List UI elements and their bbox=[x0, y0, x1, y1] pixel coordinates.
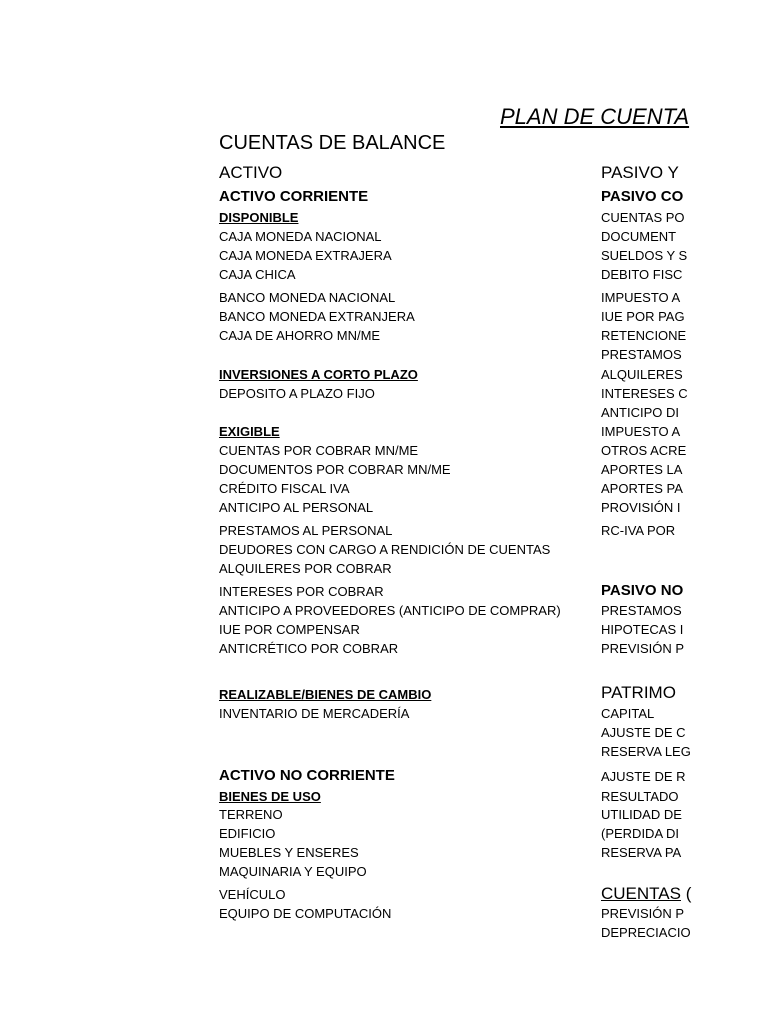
asset-account-line: CAJA MONEDA EXTRAJERA bbox=[219, 248, 392, 263]
asset-account-line: DEPOSITO A PLAZO FIJO bbox=[219, 386, 375, 401]
liability-account-line: IMPUESTO A bbox=[601, 424, 681, 439]
liability-account-line: PREVISIÓN P bbox=[601, 641, 685, 656]
asset-account-line: MUEBLES Y ENSERES bbox=[219, 845, 359, 860]
section-heading: CUENTAS DE BALANCE bbox=[219, 132, 446, 154]
document-title: PLAN DE CUENTA bbox=[500, 104, 690, 129]
liability-account-line: PRESTAMOS bbox=[601, 603, 682, 618]
liability-account-line: PREVISIÓN P bbox=[601, 906, 685, 921]
asset-account-line: ANTICIPO A PROVEEDORES (ANTICIPO DE COMPRAR) bbox=[219, 603, 561, 618]
liability-account-line: AJUSTE DE R bbox=[601, 769, 686, 784]
asset-account-line: INVENTARIO DE MERCADERÍA bbox=[219, 706, 410, 721]
asset-account-line: EXIGIBLE bbox=[219, 424, 280, 439]
liability-account-line: UTILIDAD DE bbox=[601, 807, 682, 822]
liability-account-line: CUENTAS PO bbox=[601, 210, 685, 225]
asset-account-line: INVERSIONES A CORTO PLAZO bbox=[219, 367, 418, 382]
asset-account-line: ANTICRÉTICO POR COBRAR bbox=[219, 641, 399, 656]
liability-account-line: PATRIMO bbox=[601, 683, 676, 702]
liability-account-line: PASIVO CO bbox=[601, 188, 684, 205]
liability-account-line: RC-IVA POR bbox=[601, 523, 676, 538]
liability-account-line: APORTES PA bbox=[601, 481, 683, 496]
asset-account-line: MAQUINARIA Y EQUIPO bbox=[219, 864, 367, 879]
liability-account-line: RESERVA PA bbox=[601, 845, 682, 860]
liability-account-line: PASIVO Y bbox=[601, 163, 679, 182]
asset-account-line: ALQUILERES POR COBRAR bbox=[219, 561, 392, 576]
liability-account-line: INTERESES C bbox=[601, 386, 688, 401]
asset-account-line: VEHÍCULO bbox=[219, 887, 286, 902]
asset-account-line: EQUIPO DE COMPUTACIÓN bbox=[219, 906, 392, 921]
liability-account-line: RESULTADO bbox=[601, 789, 679, 804]
asset-account-line: DEUDORES CON CARGO A RENDICIÓN DE CUENTAS bbox=[219, 542, 551, 557]
liability-account-line: RESERVA LEG bbox=[601, 744, 691, 759]
liability-account-line: IMPUESTO A bbox=[601, 290, 681, 305]
liability-account-line: ANTICIPO DI bbox=[601, 405, 680, 420]
asset-account-line: DOCUMENTOS POR COBRAR MN/ME bbox=[219, 462, 451, 477]
liability-account-line: DEBITO FISC bbox=[601, 267, 683, 282]
asset-account-line: CAJA MONEDA NACIONAL bbox=[219, 229, 382, 244]
asset-account-line: TERRENO bbox=[219, 807, 283, 822]
asset-account-line: CRÉDITO FISCAL IVA bbox=[219, 481, 350, 496]
asset-account-line: ACTIVO bbox=[219, 163, 283, 182]
asset-account-line: ACTIVO NO CORRIENTE bbox=[219, 767, 395, 784]
liability-account-line: IUE POR PAG bbox=[601, 309, 685, 324]
asset-account-line: PRESTAMOS AL PERSONAL bbox=[219, 523, 393, 538]
liability-account-line: DEPRECIACIO bbox=[601, 925, 691, 940]
asset-account-line: DISPONIBLE bbox=[219, 210, 299, 225]
asset-account-line: EDIFICIO bbox=[219, 826, 276, 841]
asset-account-line: INTERESES POR COBRAR bbox=[219, 584, 384, 599]
liability-account-line: RETENCIONE bbox=[601, 328, 687, 343]
liability-account-line: PRESTAMOS bbox=[601, 347, 682, 362]
liability-account-line: PROVISIÓN I bbox=[601, 500, 681, 515]
liability-account-line: CAPITAL bbox=[601, 706, 655, 721]
liability-account-line: PASIVO NO bbox=[601, 582, 684, 599]
liability-account-line: DOCUMENT bbox=[601, 229, 677, 244]
liability-account-line: APORTES LA bbox=[601, 462, 683, 477]
asset-account-line: BANCO MONEDA NACIONAL bbox=[219, 290, 396, 305]
asset-account-line: BIENES DE USO bbox=[219, 789, 321, 804]
asset-account-line: IUE POR COMPENSAR bbox=[219, 622, 360, 637]
liability-account-line: SUELDOS Y S bbox=[601, 248, 688, 263]
asset-account-line: CAJA DE AHORRO MN/ME bbox=[219, 328, 381, 343]
asset-account-line: CUENTAS POR COBRAR MN/ME bbox=[219, 443, 419, 458]
asset-account-line: BANCO MONEDA EXTRANJERA bbox=[219, 309, 415, 324]
asset-account-line: ACTIVO CORRIENTE bbox=[219, 188, 369, 205]
asset-account-line: ANTICIPO AL PERSONAL bbox=[219, 500, 374, 515]
liability-account-line: CUENTAS ( bbox=[601, 884, 692, 903]
liability-account-line: OTROS ACRE bbox=[601, 443, 687, 458]
liability-account-line: HIPOTECAS I bbox=[601, 622, 684, 637]
liability-account-line: AJUSTE DE C bbox=[601, 725, 686, 740]
asset-account-line: REALIZABLE/BIENES DE CAMBIO bbox=[219, 687, 432, 702]
liability-account-line: ALQUILERES bbox=[601, 367, 683, 382]
liability-account-line: (PERDIDA DI bbox=[601, 826, 680, 841]
asset-account-line: CAJA CHICA bbox=[219, 267, 296, 282]
